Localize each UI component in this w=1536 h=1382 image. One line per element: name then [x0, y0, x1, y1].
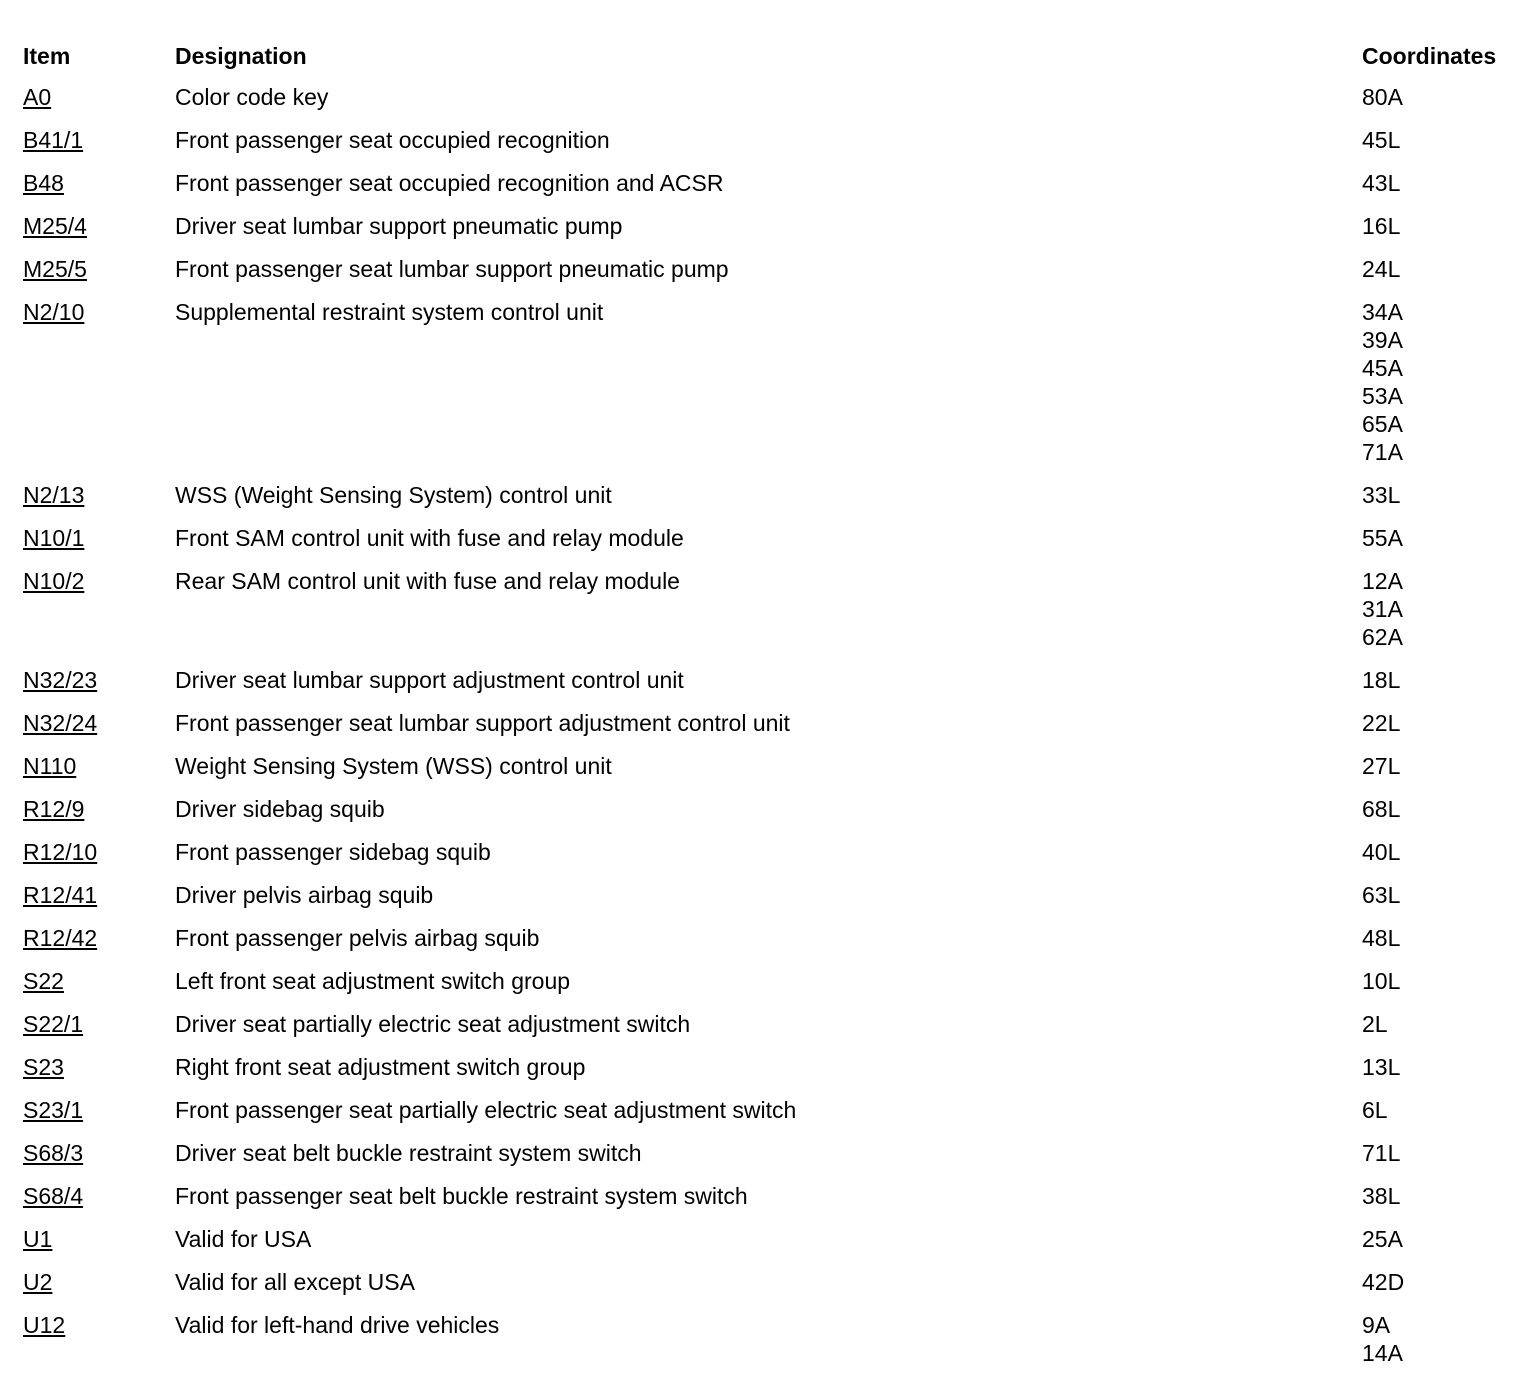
- coordinate-value: 27L: [1362, 753, 1401, 779]
- item-cell: [23, 1010, 175, 1038]
- item-code-link[interactable]: N32/23: [23, 667, 98, 693]
- designation-cell: Driver seat partially electric seat adjustment switch: [175, 1011, 691, 1037]
- item-code-link[interactable]: S23/1: [23, 1097, 84, 1123]
- designation-cell: Rear SAM control unit with fuse and relay module: [175, 568, 680, 594]
- table-row: [23, 881, 1523, 924]
- designation-cell: Color code key: [175, 84, 329, 110]
- table-row: [23, 83, 1523, 126]
- coordinates-cell: [1362, 838, 1523, 866]
- item-cell: [23, 524, 175, 552]
- coordinate-value: 18L: [1362, 667, 1401, 693]
- coordinates-cell: [1362, 881, 1523, 909]
- item-cell: [23, 1096, 175, 1124]
- item-cell: [23, 924, 175, 952]
- table-header-row: [23, 40, 1523, 83]
- coordinates-cell: [1362, 967, 1523, 995]
- item-code-link[interactable]: S22: [23, 968, 64, 994]
- coordinate-value: 45L: [1362, 127, 1401, 153]
- coordinates-cell: [1362, 1182, 1523, 1210]
- table-row: [23, 709, 1523, 752]
- item-cell: [23, 255, 175, 283]
- coordinate-value: 38L: [1362, 1183, 1401, 1209]
- designation-cell: Driver sidebag squib: [175, 796, 385, 822]
- item-cell: [23, 881, 175, 909]
- coordinate-value: 10L: [1362, 968, 1401, 994]
- designation-cell: Front passenger seat belt buckle restraint system switch: [175, 1183, 748, 1209]
- designation-cell: Driver seat belt buckle restraint system switch: [175, 1140, 642, 1166]
- designation-cell: Front SAM control unit with fuse and relay module: [175, 525, 684, 551]
- coordinates-column-header: Coordinates: [1362, 43, 1497, 69]
- coordinate-value: 40L: [1362, 839, 1401, 865]
- table-row: [23, 1182, 1523, 1225]
- item-cell: [23, 1268, 175, 1296]
- coordinates-cell: [1362, 524, 1523, 552]
- coordinates-cell: [1362, 169, 1523, 197]
- table-row: [23, 524, 1523, 567]
- item-cell: [23, 967, 175, 995]
- coordinate-value: 33L: [1362, 482, 1401, 508]
- item-code-link[interactable]: N110: [23, 753, 77, 779]
- designation-cell: Front passenger seat lumbar support adjustment control unit: [175, 710, 790, 736]
- coordinates-cell: [1362, 212, 1523, 240]
- table-row: [23, 481, 1523, 524]
- table-row: [23, 752, 1523, 795]
- coordinates-cell: [1362, 752, 1523, 780]
- coordinate-value: 42D: [1362, 1269, 1405, 1295]
- item-code-link[interactable]: U1: [23, 1226, 53, 1252]
- item-code-link[interactable]: U12: [23, 1312, 66, 1338]
- table-row: [23, 1010, 1523, 1053]
- table-row: [23, 1096, 1523, 1139]
- coordinates-cell: [1362, 1010, 1523, 1038]
- table-row: [23, 567, 1523, 666]
- coordinates-cell: [1362, 709, 1523, 737]
- item-cell: [23, 795, 175, 823]
- designation-cell: Front passenger sidebag squib: [175, 839, 491, 865]
- component-legend-table: [23, 40, 1523, 1382]
- coordinate-value: 68L: [1362, 796, 1401, 822]
- item-code-link[interactable]: M25/5: [23, 256, 87, 282]
- item-cell: [23, 1225, 175, 1253]
- item-cell: [23, 169, 175, 197]
- table-row: [23, 212, 1523, 255]
- table-row: [23, 169, 1523, 212]
- designation-cell: Valid for USA: [175, 1226, 312, 1252]
- coordinate-value: 43L: [1362, 170, 1401, 196]
- coordinates-cell: [1362, 924, 1523, 952]
- coordinates-cell: [1362, 567, 1523, 651]
- coordinate-value: 53A: [1362, 383, 1403, 409]
- table-row: [23, 1311, 1523, 1382]
- item-code-link[interactable]: R12/10: [23, 839, 98, 865]
- item-cell: [23, 126, 175, 154]
- table-row: [23, 795, 1523, 838]
- designation-cell: Right front seat adjustment switch group: [175, 1054, 586, 1080]
- coordinate-value: 48L: [1362, 925, 1401, 951]
- coordinate-value: 2L: [1362, 1011, 1388, 1037]
- coordinate-value: 6L: [1362, 1097, 1388, 1123]
- designation-cell: Driver seat lumbar support adjustment control unit: [175, 667, 684, 693]
- item-code-link[interactable]: R12/9: [23, 796, 85, 822]
- table-row: [23, 1139, 1523, 1182]
- item-code-link[interactable]: A0: [23, 84, 52, 110]
- item-cell: [23, 1139, 175, 1167]
- item-code-link[interactable]: N32/24: [23, 710, 98, 736]
- coordinates-cell: [1362, 666, 1523, 694]
- coordinate-value: 71A: [1362, 439, 1403, 465]
- item-cell: [23, 752, 175, 780]
- coordinate-value: 24L: [1362, 256, 1401, 282]
- item-code-link[interactable]: S68/4: [23, 1183, 84, 1209]
- item-code-link[interactable]: S68/3: [23, 1140, 84, 1166]
- table-row: [23, 1225, 1523, 1268]
- coordinate-value: 13L: [1362, 1054, 1401, 1080]
- coordinate-value: 12A: [1362, 568, 1403, 594]
- coordinates-cell: [1362, 255, 1523, 283]
- coordinates-cell: [1362, 1096, 1523, 1124]
- coordinates-cell: [1362, 481, 1523, 509]
- item-code-link[interactable]: U2: [23, 1269, 53, 1295]
- designation-cell: Valid for all except USA: [175, 1269, 415, 1295]
- item-column-header: Item: [23, 43, 71, 69]
- coordinate-value: 63L: [1362, 882, 1401, 908]
- coordinate-value: 62A: [1362, 624, 1403, 650]
- item-cell: [23, 298, 175, 326]
- designation-cell: Front passenger seat occupied recognition: [175, 127, 610, 153]
- table-row: [23, 967, 1523, 1010]
- item-cell: [23, 83, 175, 111]
- coordinate-value: 16L: [1362, 213, 1401, 239]
- item-cell: [23, 1053, 175, 1081]
- designation-cell: WSS (Weight Sensing System) control unit: [175, 482, 612, 508]
- item-code-link[interactable]: B41/1: [23, 127, 84, 153]
- table-row: [23, 1268, 1523, 1311]
- item-cell: [23, 1311, 175, 1339]
- item-code-link[interactable]: R12/42: [23, 925, 98, 951]
- designation-cell: Front passenger seat partially electric seat adjustment switch: [175, 1097, 797, 1123]
- item-cell: [23, 709, 175, 737]
- coordinates-cell: [1362, 1053, 1523, 1081]
- item-cell: [23, 212, 175, 240]
- item-code-link[interactable]: N10/1: [23, 525, 85, 551]
- coordinates-cell: [1362, 1139, 1523, 1167]
- designation-cell: Front passenger pelvis airbag squib: [175, 925, 540, 951]
- table-row: [23, 924, 1523, 967]
- coordinates-cell: [1362, 126, 1523, 154]
- table-row: [23, 666, 1523, 709]
- table-row: [23, 255, 1523, 298]
- table-row: [23, 1053, 1523, 1096]
- item-cell: [23, 666, 175, 694]
- item-code-link[interactable]: N2/13: [23, 482, 85, 508]
- coordinates-cell: [1362, 1268, 1523, 1296]
- item-code-link[interactable]: B48: [23, 170, 64, 196]
- item-cell: [23, 481, 175, 509]
- coordinate-value: 25A: [1362, 1226, 1403, 1252]
- designation-cell: Driver pelvis airbag squib: [175, 882, 434, 908]
- item-code-link[interactable]: R12/41: [23, 882, 98, 908]
- coordinate-value: 65A: [1362, 411, 1403, 437]
- table-row: [23, 126, 1523, 169]
- designation-cell: Front passenger seat lumbar support pneumatic pump: [175, 256, 729, 282]
- item-code-link[interactable]: M25/4: [23, 213, 87, 239]
- coordinates-cell: [1362, 1225, 1523, 1253]
- item-code-link[interactable]: S22/1: [23, 1011, 84, 1037]
- coordinate-value: 45A: [1362, 355, 1403, 381]
- table-row: [23, 298, 1523, 481]
- designation-cell: Left front seat adjustment switch group: [175, 968, 571, 994]
- coordinates-cell: [1362, 298, 1523, 466]
- coordinate-value: 22L: [1362, 710, 1401, 736]
- coordinates-cell: [1362, 1311, 1523, 1367]
- item-cell: [23, 1182, 175, 1210]
- coordinate-value: 39A: [1362, 327, 1403, 353]
- item-code-link[interactable]: N10/2: [23, 568, 85, 594]
- item-code-link[interactable]: S23: [23, 1054, 64, 1080]
- coordinate-value: 80A: [1362, 84, 1403, 110]
- coordinate-value: 55A: [1362, 525, 1403, 551]
- designation-cell: Driver seat lumbar support pneumatic pump: [175, 213, 623, 239]
- item-cell: [23, 567, 175, 595]
- table-body: [23, 83, 1523, 1382]
- table-row: [23, 838, 1523, 881]
- designation-column-header: Designation: [175, 43, 307, 69]
- coordinate-value: 34A: [1362, 299, 1403, 325]
- designation-cell: Supplemental restraint system control unit: [175, 299, 604, 325]
- coordinate-value: 9A: [1362, 1312, 1391, 1338]
- item-code-link[interactable]: N2/10: [23, 299, 85, 325]
- coordinates-cell: [1362, 795, 1523, 823]
- coordinate-value: 14A: [1362, 1340, 1403, 1366]
- designation-cell: Valid for left-hand drive vehicles: [175, 1312, 500, 1338]
- coordinate-value: 71L: [1362, 1140, 1401, 1166]
- item-cell: [23, 838, 175, 866]
- designation-cell: Weight Sensing System (WSS) control unit: [175, 753, 612, 779]
- designation-cell: Front passenger seat occupied recognition and ACSR: [175, 170, 724, 196]
- coordinate-value: 31A: [1362, 596, 1403, 622]
- coordinates-cell: [1362, 83, 1523, 111]
